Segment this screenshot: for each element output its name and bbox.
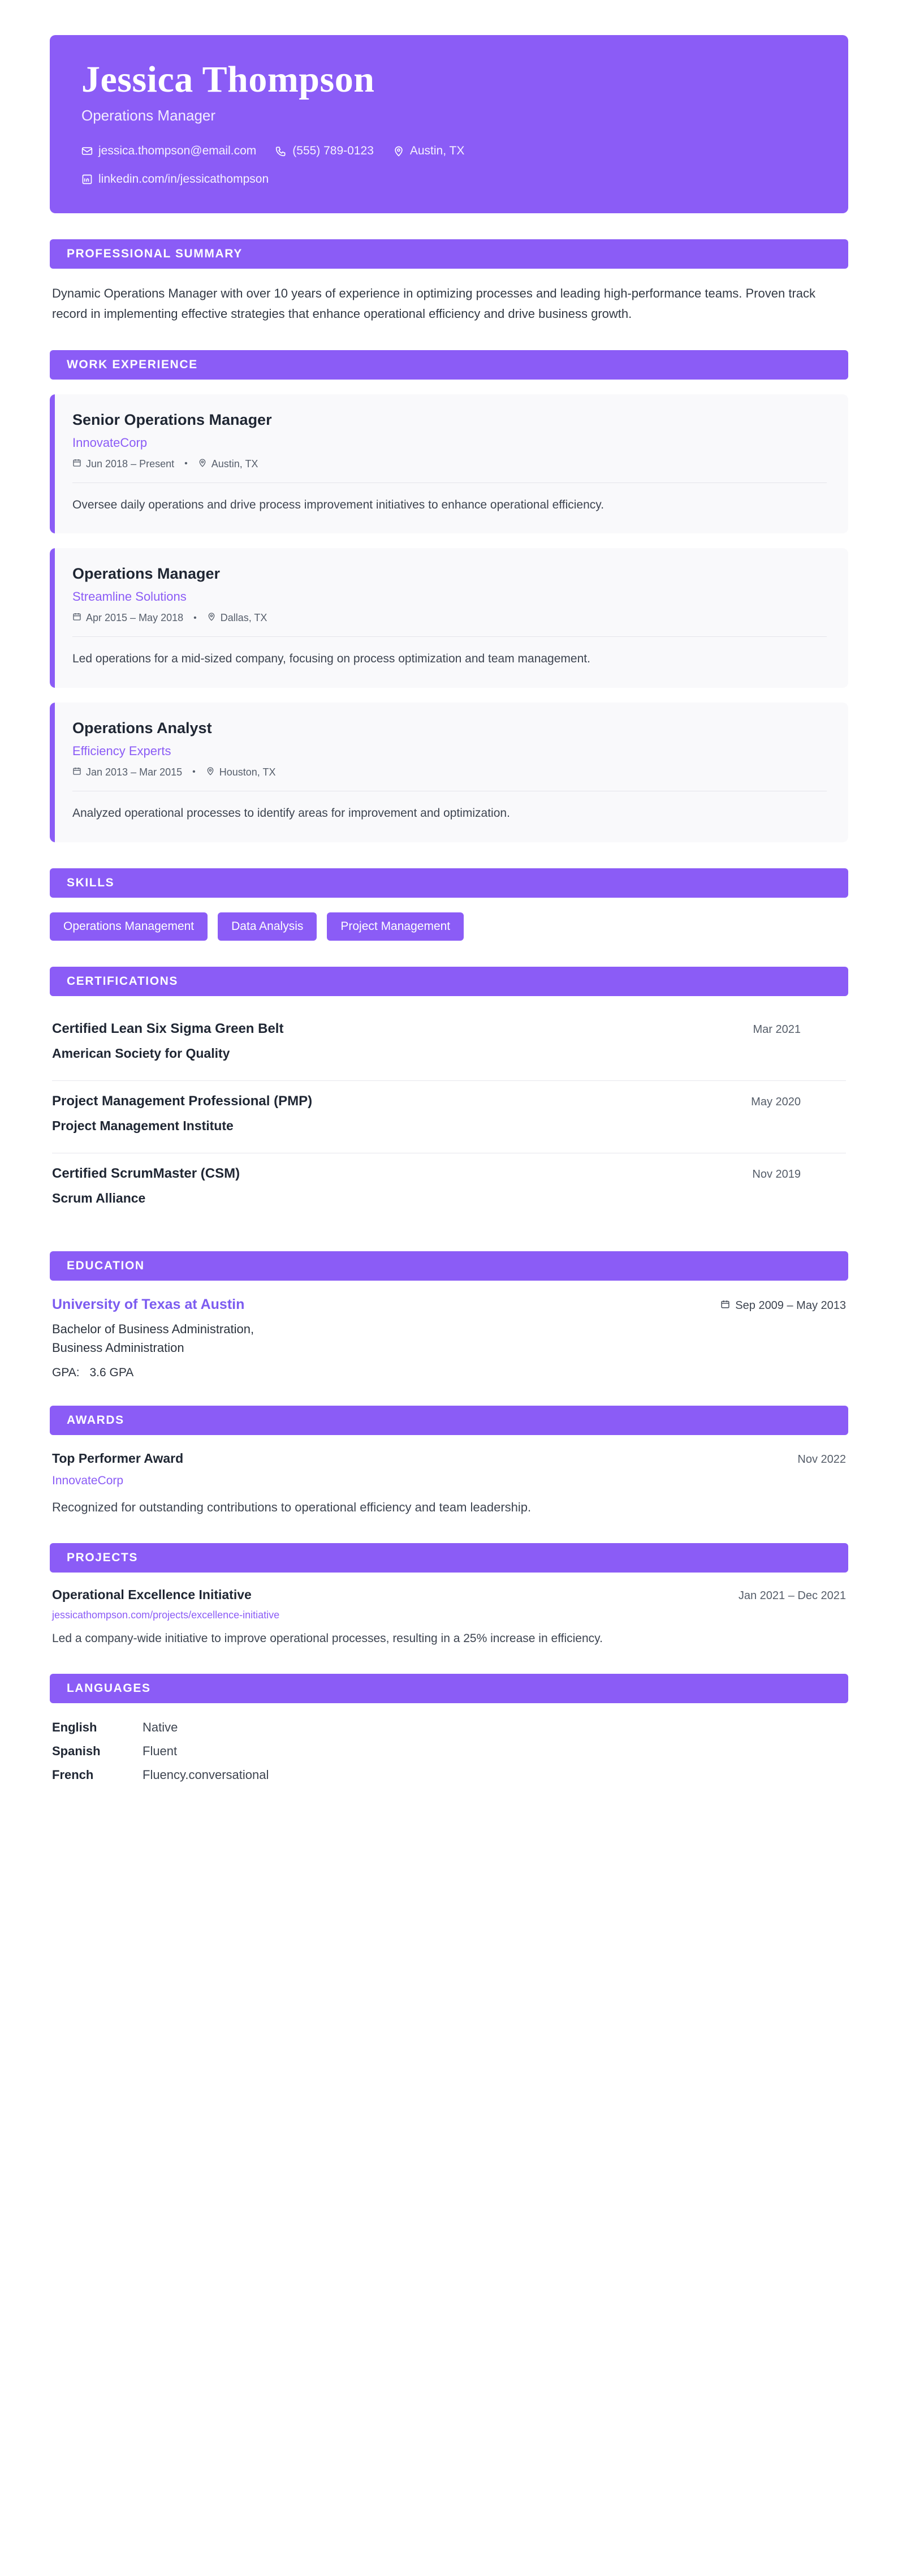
project-link[interactable]: jessicathompson.com/projects/excellence-initiative xyxy=(52,1609,280,1621)
contact-linkedin[interactable] xyxy=(81,170,269,189)
skill-chip: Project Management xyxy=(327,912,464,941)
experience-location-text: Dallas, TX xyxy=(220,612,267,624)
location-pin-icon xyxy=(207,612,216,624)
experience-meta xyxy=(72,612,827,637)
skill-chip: Data Analysis xyxy=(218,912,317,941)
language-item xyxy=(52,1720,846,1735)
contact-phone[interactable] xyxy=(275,141,374,161)
education-degree-line1: Bachelor of Business Administration, xyxy=(52,1321,254,1336)
location-pin-icon xyxy=(198,458,207,470)
experience-description: Analyzed operational processes to identify areas for improvement and optimization. xyxy=(72,806,510,820)
skill-chip: Operations Management xyxy=(50,912,208,941)
experience-dates xyxy=(72,766,182,778)
education-gpa xyxy=(52,1366,846,1380)
certification-issuer: Scrum Alliance xyxy=(52,1190,146,1205)
contact-linkedin-text: linkedin.com/in/jessicathompson xyxy=(98,172,269,186)
calendar-icon xyxy=(720,1299,730,1312)
contact-email[interactable] xyxy=(81,141,256,161)
language-name: French xyxy=(52,1768,94,1782)
experience-location xyxy=(198,458,258,470)
award-organization: InnovateCorp xyxy=(52,1474,124,1487)
certification-issuer: American Society for Quality xyxy=(52,1045,230,1061)
language-level: Fluency.conversational xyxy=(143,1768,269,1782)
project-date: Jan 2021 – Dec 2021 xyxy=(738,1589,846,1602)
experience-location xyxy=(206,766,276,778)
skills-list xyxy=(50,912,848,941)
certification-item xyxy=(52,1153,846,1225)
award-name: Top Performer Award xyxy=(52,1450,184,1466)
certifications-list xyxy=(52,1009,846,1225)
experience-dates-text: Apr 2015 – May 2018 xyxy=(86,612,184,624)
contact-email-text: jessica.thompson@email.com xyxy=(98,144,257,158)
certification-name: Certified ScrumMaster (CSM) xyxy=(52,1165,240,1181)
contact-row-primary xyxy=(81,141,817,161)
certification-name: Certified Lean Six Sigma Green Belt xyxy=(52,1020,284,1036)
section-header-certifications: CERTIFICATIONS xyxy=(50,967,848,996)
calendar-icon xyxy=(72,458,81,470)
certification-issuer: Project Management Institute xyxy=(52,1118,234,1133)
resume-header xyxy=(50,35,848,213)
experience-list xyxy=(50,394,848,842)
language-item xyxy=(52,1744,846,1759)
mail-icon xyxy=(81,145,93,157)
contact-location xyxy=(393,141,465,161)
header-role: Operations Manager xyxy=(81,107,216,124)
award-item xyxy=(52,1451,846,1517)
calendar-icon xyxy=(72,612,81,624)
contact-row-secondary xyxy=(81,170,817,189)
experience-location-text: Austin, TX xyxy=(211,458,258,469)
experience-dates-text: Jan 2013 – Mar 2015 xyxy=(86,766,183,778)
section-header-awards: AWARDS xyxy=(50,1406,848,1435)
certification-date: Nov 2019 xyxy=(752,1168,801,1181)
language-name: Spanish xyxy=(52,1744,101,1759)
location-pin-icon xyxy=(393,145,404,157)
linkedin-icon xyxy=(81,174,93,185)
experience-dates xyxy=(72,612,183,624)
education-school: University of Texas at Austin xyxy=(52,1296,245,1312)
experience-company: Streamline Solutions xyxy=(72,589,187,604)
language-level: Native xyxy=(143,1720,178,1735)
experience-dates-text: Jun 2018 – Present xyxy=(86,458,175,469)
experience-location xyxy=(207,612,267,624)
experience-job-title: Senior Operations Manager xyxy=(72,411,272,428)
certification-name: Project Management Professional (PMP) xyxy=(52,1093,313,1109)
experience-item xyxy=(50,703,848,842)
experience-item xyxy=(50,394,848,534)
contact-phone-text: (555) 789-0123 xyxy=(292,144,374,158)
certification-date: Mar 2021 xyxy=(753,1023,801,1036)
award-description: Recognized for outstanding contributions to operational efficiency and team leadership. xyxy=(52,1500,532,1514)
education-dates-text: Sep 2009 – May 2013 xyxy=(735,1299,846,1312)
education-dates xyxy=(720,1299,846,1312)
award-date: Nov 2022 xyxy=(797,1453,846,1466)
project-name: Operational Excellence Initiative xyxy=(52,1587,252,1602)
language-item xyxy=(52,1768,846,1782)
education-top-row xyxy=(52,1296,846,1313)
project-top-row xyxy=(52,1587,846,1603)
certification-top-row xyxy=(52,1166,846,1182)
certification-top-row xyxy=(52,1021,846,1037)
certification-date: May 2020 xyxy=(751,1095,801,1108)
experience-description: Led operations for a mid-sized company, focusing on process optimization and team management. xyxy=(72,652,590,666)
experience-dates xyxy=(72,458,174,470)
experience-meta xyxy=(72,766,827,791)
contact-location-text: Austin, TX xyxy=(409,144,465,158)
section-header-summary: PROFESSIONAL SUMMARY xyxy=(50,239,848,269)
experience-description: Oversee daily operations and drive process improvement initiatives to enhance operational efficiency. xyxy=(72,498,605,511)
section-header-education: EDUCATION xyxy=(50,1251,848,1281)
language-level: Fluent xyxy=(143,1744,178,1759)
page-title: Jessica Thompson xyxy=(81,59,375,100)
phone-icon xyxy=(275,145,287,157)
education-item xyxy=(52,1296,846,1380)
experience-location-text: Houston, TX xyxy=(219,766,276,778)
experience-company: InnovateCorp xyxy=(72,435,148,450)
education-degree-line2: Business Administration xyxy=(52,1340,184,1355)
summary-text: Dynamic Operations Manager with over 10 years of experience in optimizing processes and leading high-performance teams. Proven track record in implementing effective strategies that enhance operational efficiency and drive business growth. xyxy=(52,286,816,321)
experience-item xyxy=(50,548,848,688)
experience-company: Efficiency Experts xyxy=(72,743,171,758)
section-header-skills: SKILLS xyxy=(50,868,848,898)
project-description: Led a company-wide initiative to improve operational processes, resulting in a 25% increase in efficiency. xyxy=(52,1631,603,1645)
languages-list xyxy=(52,1720,846,1782)
certification-top-row xyxy=(52,1093,846,1109)
experience-job-title: Operations Analyst xyxy=(72,719,212,736)
meta-separator: • xyxy=(192,767,196,777)
meta-separator: • xyxy=(184,459,188,469)
calendar-icon xyxy=(72,766,81,778)
certification-item xyxy=(52,1081,846,1153)
experience-job-title: Operations Manager xyxy=(72,565,221,583)
certification-item xyxy=(52,1009,846,1081)
resume-page xyxy=(0,35,898,1825)
section-header-projects: PROJECTS xyxy=(50,1543,848,1573)
section-header-languages: LANGUAGES xyxy=(50,1674,848,1703)
location-pin-icon xyxy=(206,766,215,778)
section-header-experience: WORK EXPERIENCE xyxy=(50,350,848,380)
education-gpa-value: 3.6 GPA xyxy=(89,1365,134,1379)
language-name: English xyxy=(52,1720,97,1735)
award-top-row xyxy=(52,1451,846,1466)
experience-meta xyxy=(72,458,827,483)
meta-separator: • xyxy=(193,613,197,623)
project-item xyxy=(52,1587,846,1648)
education-gpa-label: GPA: xyxy=(52,1365,80,1379)
